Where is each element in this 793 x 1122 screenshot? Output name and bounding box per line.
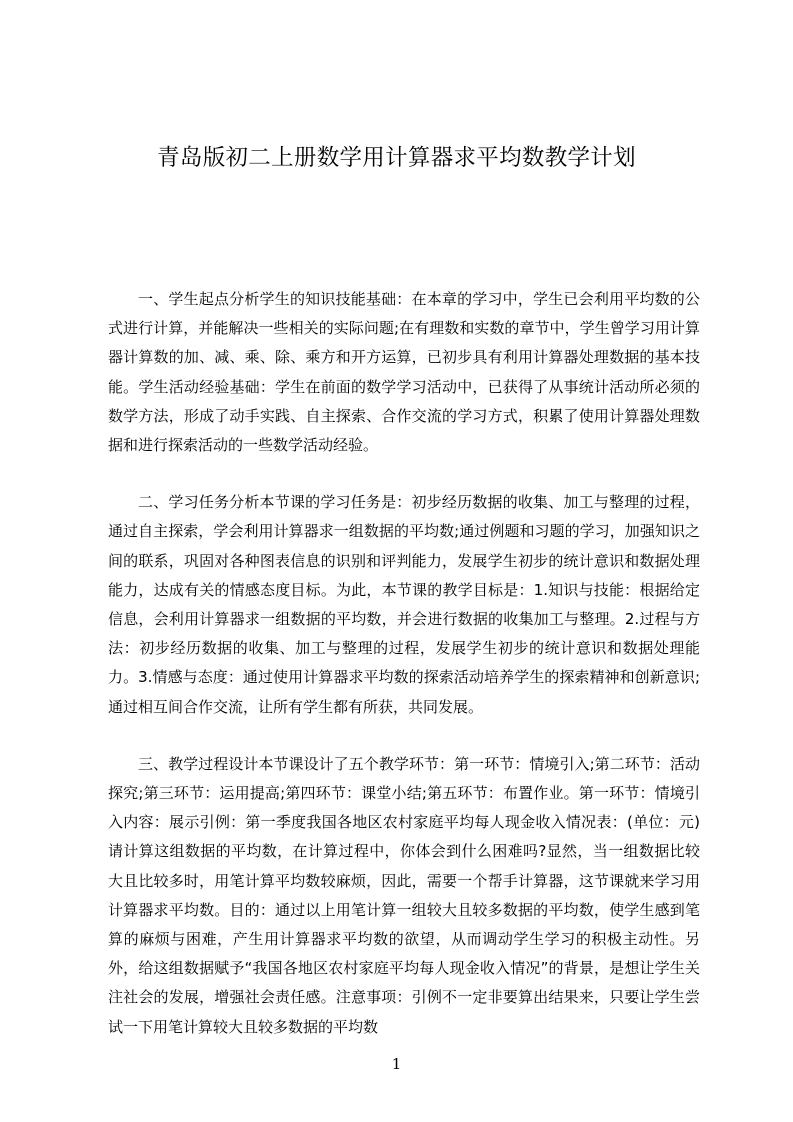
paragraph-teaching-process: 三、教学过程设计本节课设计了五个教学环节：第一环节：情境引入;第二环节：活动探究;第三环节：运用提高;第四环节：课堂小结;第五环节：布置作业。第一环节：情境引入内容：展示引例：第一季度我国各地区农村家庭平均每人现金收入情况表：(单位：元)请计算这组数据的平均数，在计算过程中，你体会到什么困难吗?显然，当一组数据比较大且比较多时，用笔计算平均数较麻烦，因此，需要一个帮手计算器，这节课就来学习用计算器求平均数。目的：通过以上用笔计算一组较大且较多数据的平均数，使学生感到笔算的麻烦与困难，产生用计算器求平均数的欲望，从而调动学生学习的积极主动性。另外，给这组数据赋予“我国各地区农村家庭平均每人现金收入情况”的背景，是想让学生关注社会的发展，增强社会责任感。注意事项：引例不一定非要算出结果来，只要让学生尝试一下用笔计算较大且较多数据的平均数 — [108, 754, 700, 1036]
document-body — [108, 285, 700, 1070]
page-number: 1 — [391, 1055, 402, 1073]
paragraph-student-analysis: 一、学生起点分析学生的知识技能基础：在本章的学习中，学生已会利用平均数的公式进行计算，并能解决一些相关的实际问题;在有理数和实数的章节中，学生曾学习用计算器计算数的加、减、乘、除、乘方和开方运算，已初步具有利用计算器处理数据的基本技能。学生活动经验基础：学生在前面的数学学习活动中，已获得了从事统计活动所必须的数学方法，形成了动手实践、自主探索、合作交流的学习方式，积累了使用计算器处理数据和进行探索活动的一些数学活动经验。 — [108, 290, 700, 455]
document-title: 青岛版初二上册数学用计算器求平均数教学计划 — [157, 145, 636, 171]
paragraph-task-analysis: 二、学习任务分析本节课的学习任务是：初步经历数据的收集、加工与整理的过程，通过自主探索，学会利用计算器求一组数据的平均数;通过例题和习题的学习，加强知识之间的联系，巩固对各种图表信息的识别和评判能力，发展学生初步的统计意识和数据处理能力，达成有关的情感态度目标。为此，本节课的教学目标是：1.知识与技能：根据给定信息，会利用计算器求一组数据的平均数，并会进行数据的收集加工与整理。2.过程与方法：初步经历数据的收集、加工与整理的过程，发展学生初步的统计意识和数据处理能力。3.情感与态度：通过使用计算器求平均数的探索活动培养学生的探索精神和创新意识;通过相互间合作交流，让所有学生都有所获，共同发展。 — [108, 493, 700, 716]
